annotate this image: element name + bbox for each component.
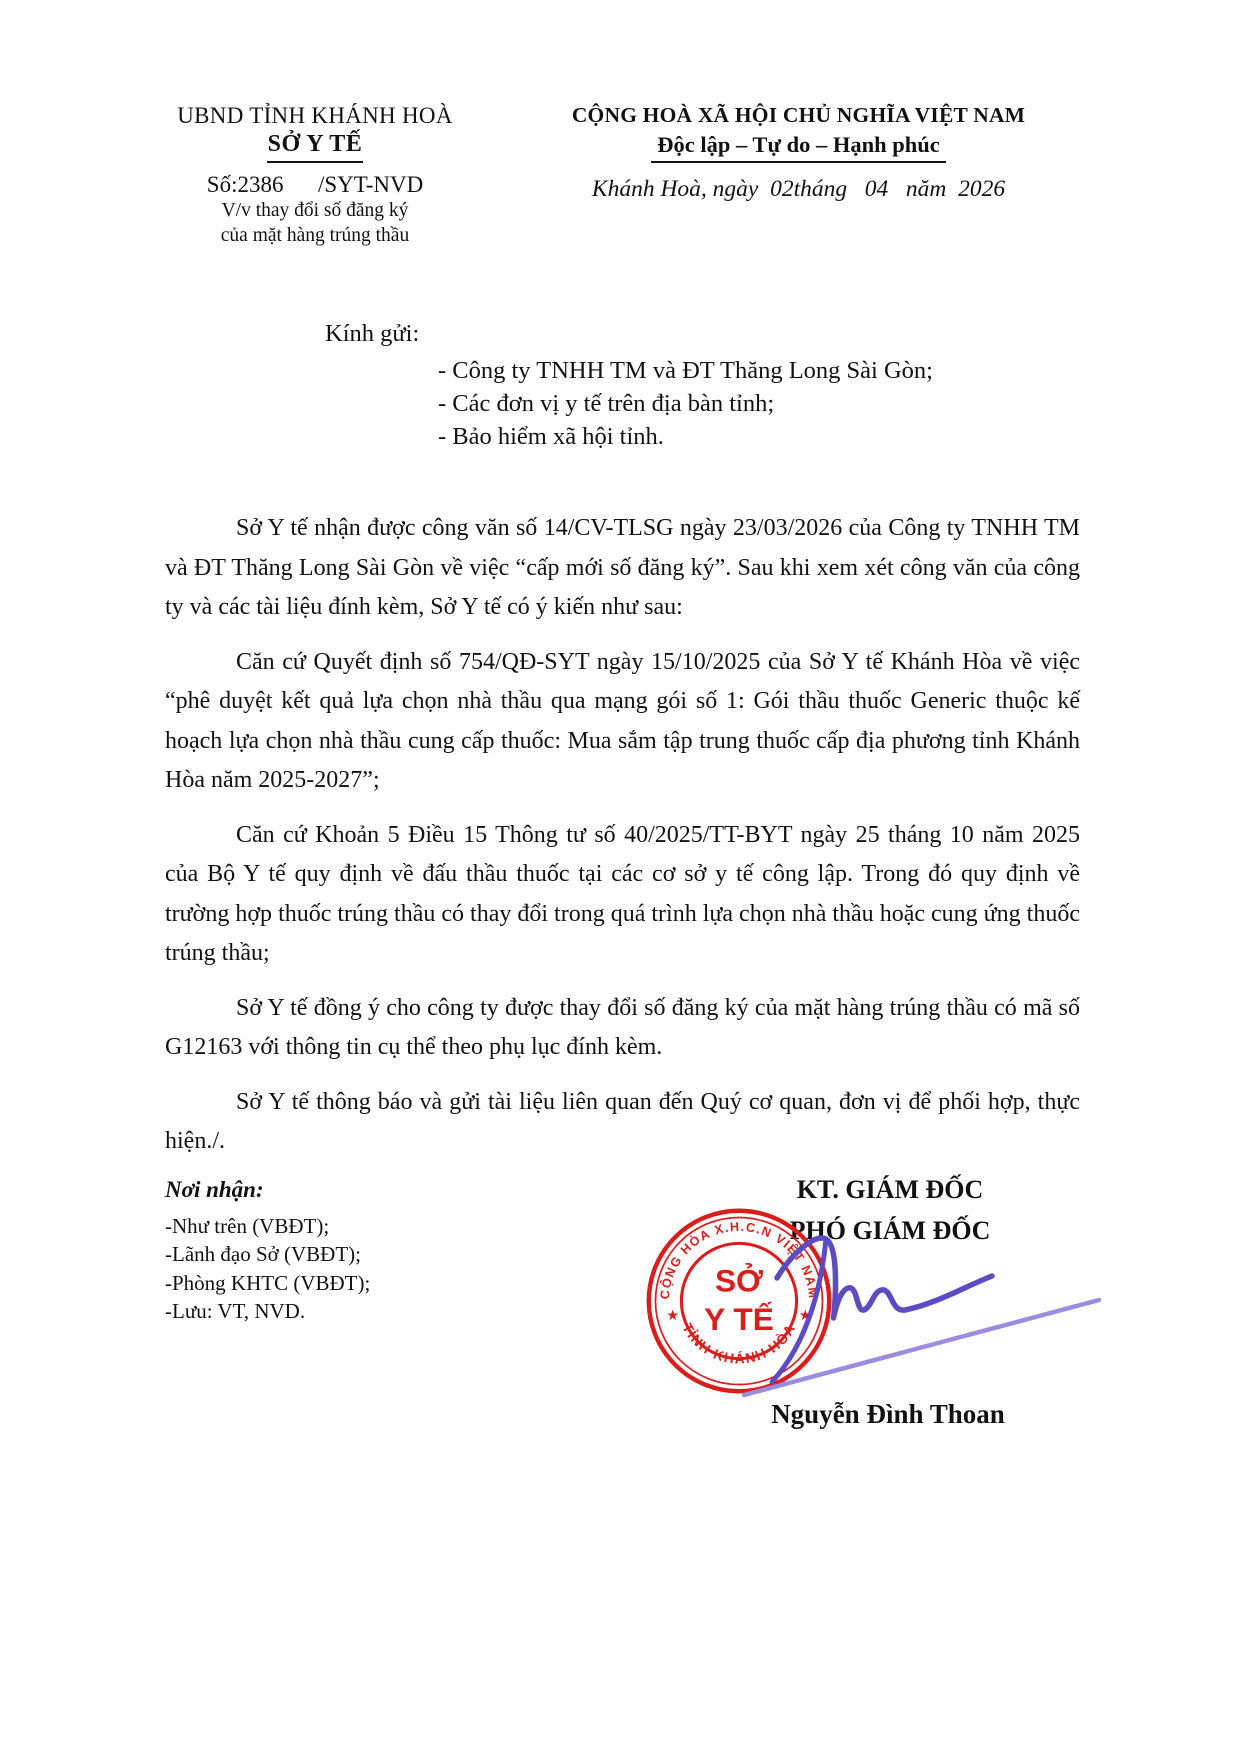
agency-name: SỞ Y TẾ	[267, 131, 363, 157]
national-title: CỘNG HOÀ XÃ HỘI CHỦ NGHĨA VIỆT NAM	[571, 103, 1026, 127]
signer-name: Nguyễn Đình Thoan	[771, 1398, 1005, 1429]
seal-top-arc-text: CỘNG HÒA X.H.C.N VIỆT NAM	[657, 1219, 821, 1300]
body-paragraph: Căn cứ Quyết định số 754/QĐ-SYT ngày 15/10/2025 của Sở Y tế Khánh Hòa về việc “phê duyệt kết quả lựa chọn nhà thầu qua mạng gói số 1: Gói thầu thuốc Generic thuộc kế hoạch lựa chọn nhà thầu cung cấp thuốc: Mua sắm tập trung thuốc cấp địa phương tỉnh Khánh Hòa năm 2025-2027”;	[165, 648, 1080, 793]
recipient-item: - Công ty TNHH TM và ĐT Thăng Long Sài Gòn;	[438, 357, 933, 384]
signer-title-2: PHÓ GIÁM ĐỐC	[789, 1215, 991, 1245]
national-motto: Độc lập – Tự do – Hạnh phúc	[651, 132, 946, 163]
salutation-label: Kính gửi:	[325, 320, 420, 347]
seal-bottom-arc-text: TỈNH KHÁNH HÒA	[679, 1319, 799, 1367]
issuing-agency-block	[165, 103, 465, 248]
body-paragraph: Sở Y tế nhận được công văn số 14/CV-TLSG ngày 23/03/2026 của Công ty TNHH TM và ĐT Thăng Long Sài Gòn về việc “cấp mới số đăng ký”. Sau khi xem xét công văn của công ty và các tài liệu đính kèm, Sở Y tế có ý kiến như sau:	[165, 515, 1080, 620]
letter-header	[165, 103, 1080, 248]
seal-star-right-icon: ★	[798, 1307, 812, 1324]
salutation-block	[165, 320, 1080, 453]
agency-underline	[267, 161, 363, 163]
recipient-list	[438, 354, 1080, 453]
body-paragraph: Căn cứ Khoản 5 Điều 15 Thông tư số 40/2025/TT-BYT ngày 25 tháng 10 năm 2025 của Bộ Y tế quy định về đấu thầu thuốc tại các cơ sở y tế công lập. Trong đó quy định về trường hợp thuốc trúng thầu có thay đổi trong quá trình lựa chọn nhà thầu hoặc cung ứng thuốc trúng thầu;	[165, 821, 1080, 966]
handwritten-signature	[710, 1230, 1110, 1402]
body-paragraph: Sở Y tế đồng ý cho công ty được thay đổi số đăng ký của mặt hàng trúng thầu có mã số G12163 với thông tin cụ thể theo phụ lục đính kèm.	[165, 994, 1080, 1060]
place-date-line: Khánh Hoà, ngày 02tháng 04 năm 2026	[591, 176, 1006, 202]
distribution-item: -Lãnh đạo Sở (VBĐT);	[165, 1242, 361, 1266]
seal-center-line-2: Y TẾ	[704, 1300, 774, 1337]
distribution-label: Nơi nhận:	[165, 1176, 264, 1202]
motto-wrap	[517, 132, 1080, 163]
distribution-item: -Phòng KHTC (VBĐT);	[165, 1270, 371, 1295]
letter-footer	[165, 1174, 1080, 1507]
seal-center-line-1: SỞ	[714, 1261, 764, 1298]
subject-line-1: V/v thay đổi số đăng ký	[221, 200, 409, 221]
distribution-item: -Lưu: VT, NVD.	[165, 1299, 306, 1323]
parent-agency: UBND TỈNH KHÁNH HOÀ	[177, 103, 453, 128]
signer-title-1: KT. GIÁM ĐỐC	[796, 1174, 984, 1204]
recipient-item: - Bảo hiểm xã hội tỉnh.	[438, 423, 664, 450]
body-paragraph: Sở Y tế thông báo và gửi tài liệu liên quan đến Quý cơ quan, đơn vị để phối hợp, thực hiện./.	[165, 1088, 1080, 1154]
signature-main-stroke	[777, 1238, 992, 1318]
recipient-item: - Các đơn vị y tế trên địa bàn tỉnh;	[438, 390, 775, 417]
seal-star-left-icon: ★	[666, 1307, 680, 1324]
document-number: Số:2386 /SYT-NVD	[206, 172, 424, 197]
letter-body	[165, 509, 1080, 1162]
subject-line-2: của mặt hàng trúng thầu	[220, 225, 410, 246]
national-header-block	[517, 103, 1080, 203]
letter-content	[165, 103, 1080, 1507]
signature-descender-stroke	[772, 1239, 826, 1382]
distribution-item: -Như trên (VBĐT);	[165, 1213, 330, 1238]
